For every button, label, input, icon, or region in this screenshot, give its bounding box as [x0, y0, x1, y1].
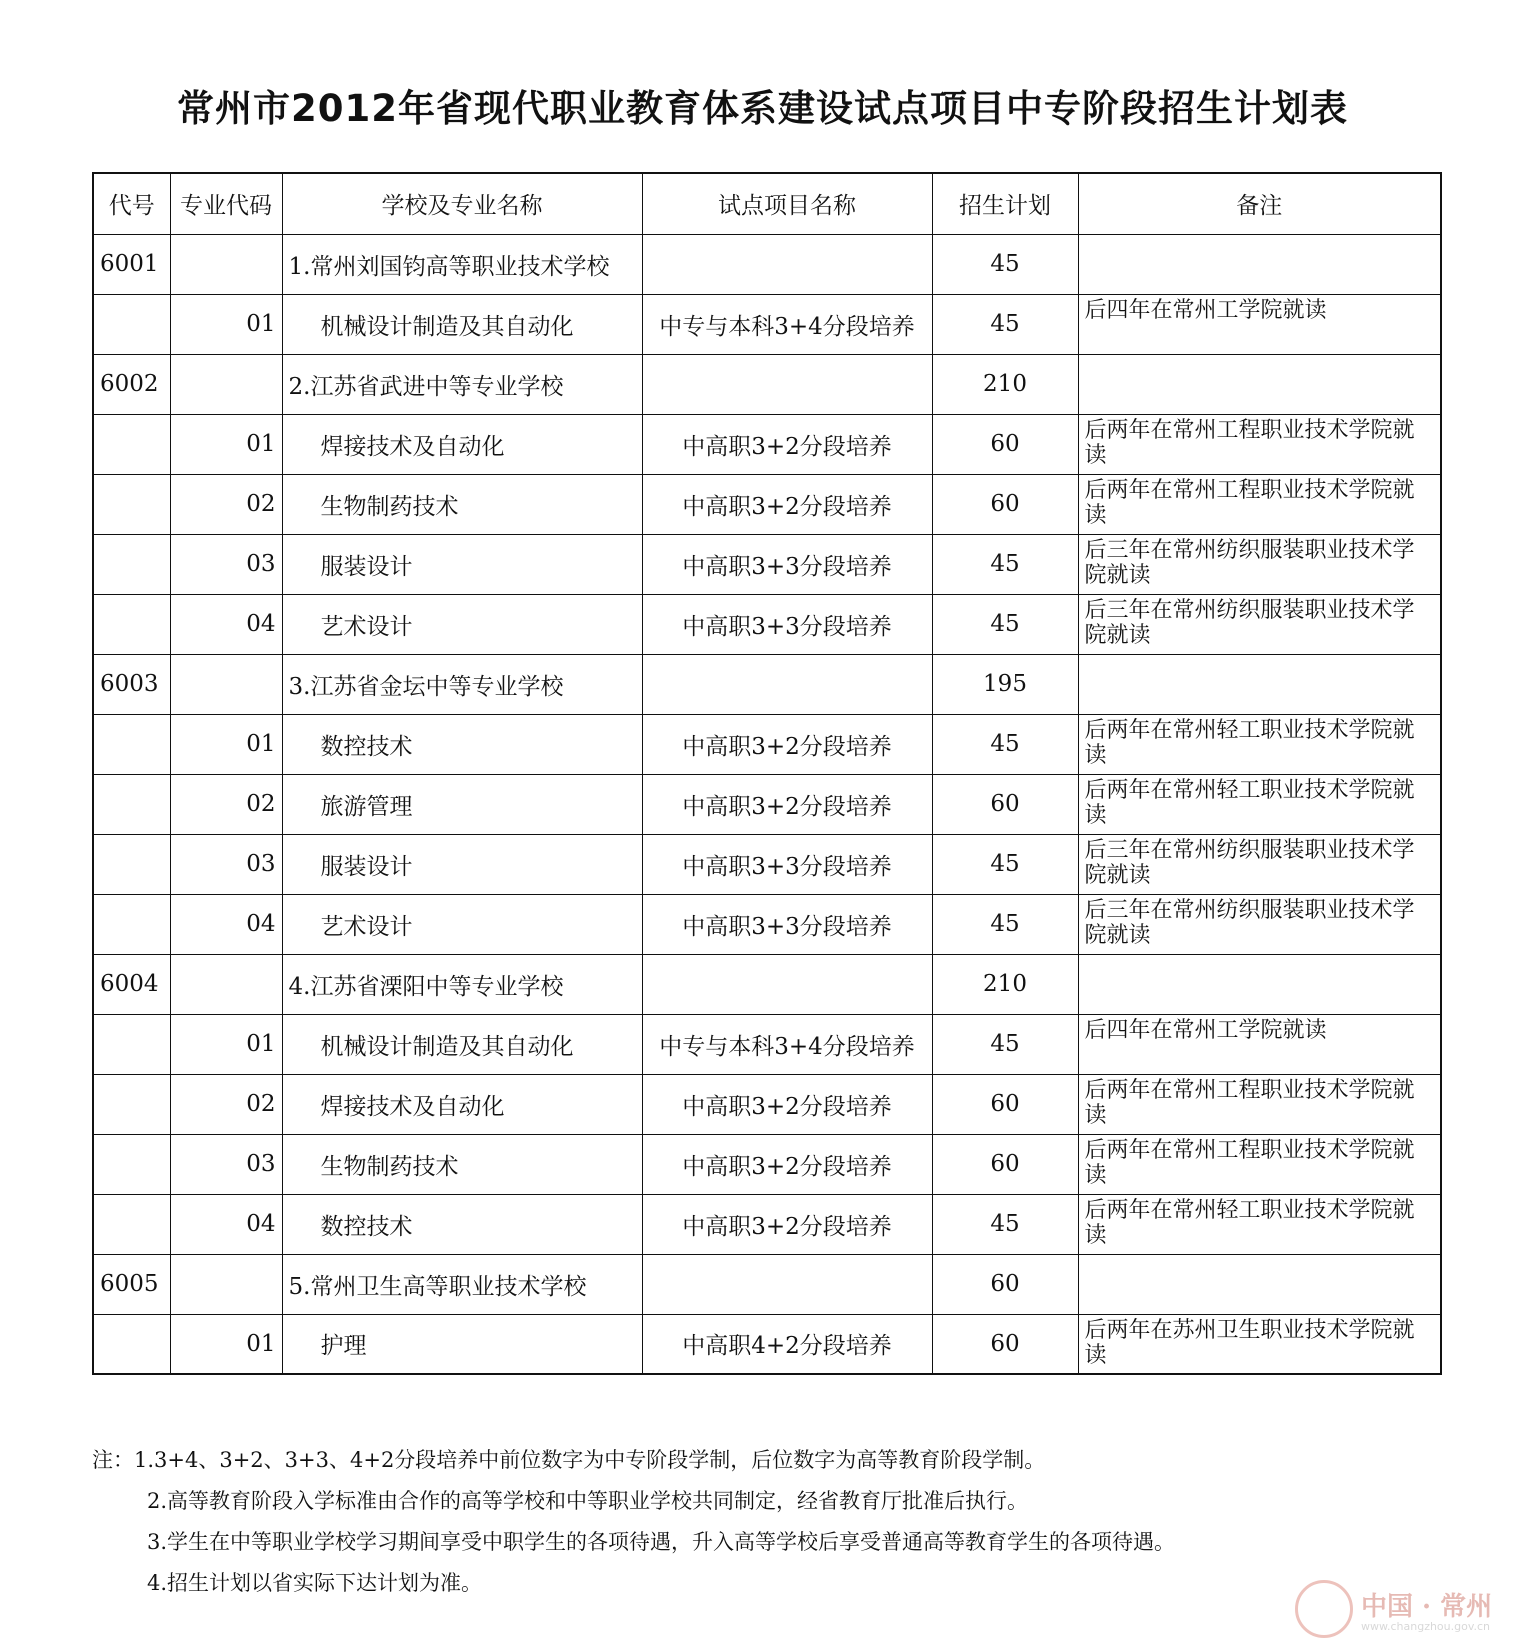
cell-code: [93, 1134, 170, 1194]
watermark-url: www.changzhou.gov.cn: [1361, 1620, 1491, 1633]
cell-project: 中高职4+2分段培养: [642, 1314, 932, 1374]
major-row: [93, 594, 1441, 654]
table-header-row: [93, 173, 1441, 234]
cell-plan: 60: [932, 1074, 1078, 1134]
cell-major-code: [170, 234, 282, 294]
major-row: [93, 1074, 1441, 1134]
cell-note: 后两年在常州轻工职业技术学院就读: [1078, 774, 1441, 834]
cell-major-code: 01: [170, 294, 282, 354]
cell-major-name: 数控技术: [282, 1194, 642, 1254]
cell-plan: 45: [932, 594, 1078, 654]
school-row: [93, 954, 1441, 1014]
enrollment-plan-table: [92, 172, 1442, 1375]
cell-school-name: 1.常州刘国钧高等职业技术学校: [282, 234, 642, 294]
school-row: [93, 354, 1441, 414]
cell-major-code: 04: [170, 594, 282, 654]
cell-major-name: 生物制药技术: [282, 1134, 642, 1194]
cell-major-code: 03: [170, 534, 282, 594]
cell-major-name: 焊接技术及自动化: [282, 414, 642, 474]
cell-note: [1078, 1254, 1441, 1314]
cell-project: [642, 1254, 932, 1314]
school-row: [93, 1254, 1441, 1314]
cell-note: [1078, 234, 1441, 294]
school-row: [93, 234, 1441, 294]
cell-major-name: 旅游管理: [282, 774, 642, 834]
cell-project: 中高职3+3分段培养: [642, 594, 932, 654]
cell-project: 中高职3+2分段培养: [642, 1074, 932, 1134]
cell-plan: 45: [932, 714, 1078, 774]
cell-plan: 45: [932, 1014, 1078, 1074]
cell-major-name: 护理: [282, 1314, 642, 1374]
major-row: [93, 474, 1441, 534]
table-body: [93, 234, 1441, 1374]
cell-major-name: 机械设计制造及其自动化: [282, 294, 642, 354]
footnote-3: 3.学生在中等职业学校学习期间享受中职学生的各项待遇，升入高等学校后享受普通高等教育学生的各项待遇。: [147, 1530, 1176, 1554]
major-row: [93, 1314, 1441, 1374]
major-row: [93, 534, 1441, 594]
cell-major-code: 02: [170, 1074, 282, 1134]
cell-major-name: 数控技术: [282, 714, 642, 774]
cell-major-code: 01: [170, 1314, 282, 1374]
watermark-text: 中国 · 常州: [1361, 1592, 1493, 1622]
cell-project: 中高职3+3分段培养: [642, 534, 932, 594]
cell-major-code: 04: [170, 1194, 282, 1254]
cell-major-name: 焊接技术及自动化: [282, 1074, 642, 1134]
cell-code: [93, 474, 170, 534]
cell-code: [93, 534, 170, 594]
cell-code: [93, 1194, 170, 1254]
cell-plan: 210: [932, 354, 1078, 414]
cell-plan: 60: [932, 414, 1078, 474]
cell-code: [93, 294, 170, 354]
header-major-code: 专业代码: [170, 173, 282, 234]
major-row: [93, 1134, 1441, 1194]
cell-code: 6005: [93, 1254, 170, 1314]
cell-note: 后三年在常州纺织服装职业技术学院就读: [1078, 894, 1441, 954]
cell-plan: 60: [932, 1134, 1078, 1194]
major-row: [93, 774, 1441, 834]
cell-code: [93, 894, 170, 954]
cell-major-name: 服装设计: [282, 834, 642, 894]
cell-note: 后两年在常州工程职业技术学院就读: [1078, 1134, 1441, 1194]
cell-project: 中高职3+2分段培养: [642, 774, 932, 834]
cell-code: [93, 594, 170, 654]
cell-code: [93, 1314, 170, 1374]
cell-code: 6003: [93, 654, 170, 714]
cell-plan: 60: [932, 774, 1078, 834]
cell-plan: 45: [932, 894, 1078, 954]
cell-project: 中高职3+3分段培养: [642, 894, 932, 954]
cell-project: 中高职3+2分段培养: [642, 714, 932, 774]
cell-plan: 195: [932, 654, 1078, 714]
cell-major-name: 艺术设计: [282, 594, 642, 654]
seal-logo-icon: [1295, 1580, 1353, 1638]
cell-school-name: 3.江苏省金坛中等专业学校: [282, 654, 642, 714]
cell-note: [1078, 954, 1441, 1014]
cell-code: [93, 834, 170, 894]
cell-project: [642, 654, 932, 714]
cell-project: [642, 354, 932, 414]
cell-code: [93, 774, 170, 834]
major-row: [93, 1014, 1441, 1074]
cell-project: 中专与本科3+4分段培养: [642, 1014, 932, 1074]
cell-major-name: 艺术设计: [282, 894, 642, 954]
cell-plan: 45: [932, 534, 1078, 594]
cell-plan: 45: [932, 1194, 1078, 1254]
cell-project: [642, 234, 932, 294]
school-row: [93, 654, 1441, 714]
cell-note: 后三年在常州纺织服装职业技术学院就读: [1078, 834, 1441, 894]
cell-plan: 60: [932, 1314, 1078, 1374]
cell-major-code: [170, 1254, 282, 1314]
cell-project: 中高职3+3分段培养: [642, 834, 932, 894]
cell-code: 6001: [93, 234, 170, 294]
cell-school-name: 5.常州卫生高等职业技术学校: [282, 1254, 642, 1314]
cell-plan: 60: [932, 1254, 1078, 1314]
cell-note: [1078, 354, 1441, 414]
cell-code: [93, 414, 170, 474]
cell-major-name: 生物制药技术: [282, 474, 642, 534]
footnote-4: 4.招生计划以省实际下达计划为准。: [147, 1571, 483, 1595]
cell-note: 后三年在常州纺织服装职业技术学院就读: [1078, 534, 1441, 594]
cell-plan: 45: [932, 294, 1078, 354]
cell-major-code: 02: [170, 774, 282, 834]
header-note: 备注: [1078, 173, 1441, 234]
cell-note: 后四年在常州工学院就读: [1078, 294, 1441, 354]
cell-note: 后两年在常州工程职业技术学院就读: [1078, 474, 1441, 534]
watermark: [1295, 1580, 1505, 1640]
cell-note: 后四年在常州工学院就读: [1078, 1014, 1441, 1074]
cell-major-name: 机械设计制造及其自动化: [282, 1014, 642, 1074]
cell-project: 中高职3+2分段培养: [642, 1134, 932, 1194]
major-row: [93, 834, 1441, 894]
cell-project: 中高职3+2分段培养: [642, 414, 932, 474]
header-name: 学校及专业名称: [282, 173, 642, 234]
cell-major-code: 01: [170, 1014, 282, 1074]
cell-major-code: 03: [170, 1134, 282, 1194]
cell-note: 后两年在常州轻工职业技术学院就读: [1078, 714, 1441, 774]
cell-note: 后三年在常州纺织服装职业技术学院就读: [1078, 594, 1441, 654]
cell-note: 后两年在苏州卫生职业技术学院就读: [1078, 1314, 1441, 1374]
major-row: [93, 894, 1441, 954]
cell-code: 6004: [93, 954, 170, 1014]
cell-major-code: 04: [170, 894, 282, 954]
cell-note: 后两年在常州工程职业技术学院就读: [1078, 414, 1441, 474]
cell-code: [93, 1074, 170, 1134]
footnote-1: 注：1.3+4、3+2、3+3、4+2分段培养中前位数字为中专阶段学制，后位数字为高等教育阶段学制。: [92, 1448, 1046, 1472]
major-row: [93, 714, 1441, 774]
cell-major-code: 01: [170, 414, 282, 474]
header-plan: 招生计划: [932, 173, 1078, 234]
major-row: [93, 414, 1441, 474]
cell-plan: 45: [932, 834, 1078, 894]
cell-major-code: 02: [170, 474, 282, 534]
cell-plan: 45: [932, 234, 1078, 294]
footnotes: [92, 1440, 1452, 1604]
cell-major-code: [170, 954, 282, 1014]
major-row: [93, 294, 1441, 354]
cell-note: 后两年在常州工程职业技术学院就读: [1078, 1074, 1441, 1134]
header-project: 试点项目名称: [642, 173, 932, 234]
cell-major-name: 服装设计: [282, 534, 642, 594]
cell-code: 6002: [93, 354, 170, 414]
cell-project: 中高职3+2分段培养: [642, 474, 932, 534]
cell-major-code: 01: [170, 714, 282, 774]
cell-school-name: 2.江苏省武进中等专业学校: [282, 354, 642, 414]
cell-code: [93, 714, 170, 774]
cell-project: [642, 954, 932, 1014]
major-row: [93, 1194, 1441, 1254]
page-title: 常州市2012年省现代职业教育体系建设试点项目中专阶段招生计划表: [177, 87, 1348, 130]
footnote-2: 2.高等教育阶段入学标准由合作的高等学校和中等职业学校共同制定，经省教育厅批准后执行。: [147, 1489, 1029, 1513]
cell-note: [1078, 654, 1441, 714]
cell-project: 中高职3+2分段培养: [642, 1194, 932, 1254]
cell-school-name: 4.江苏省溧阳中等专业学校: [282, 954, 642, 1014]
cell-plan: 210: [932, 954, 1078, 1014]
cell-project: 中专与本科3+4分段培养: [642, 294, 932, 354]
cell-note: 后两年在常州轻工职业技术学院就读: [1078, 1194, 1441, 1254]
header-code: 代号: [93, 173, 170, 234]
cell-major-code: [170, 354, 282, 414]
cell-major-code: [170, 654, 282, 714]
cell-plan: 60: [932, 474, 1078, 534]
cell-code: [93, 1014, 170, 1074]
cell-major-code: 03: [170, 834, 282, 894]
